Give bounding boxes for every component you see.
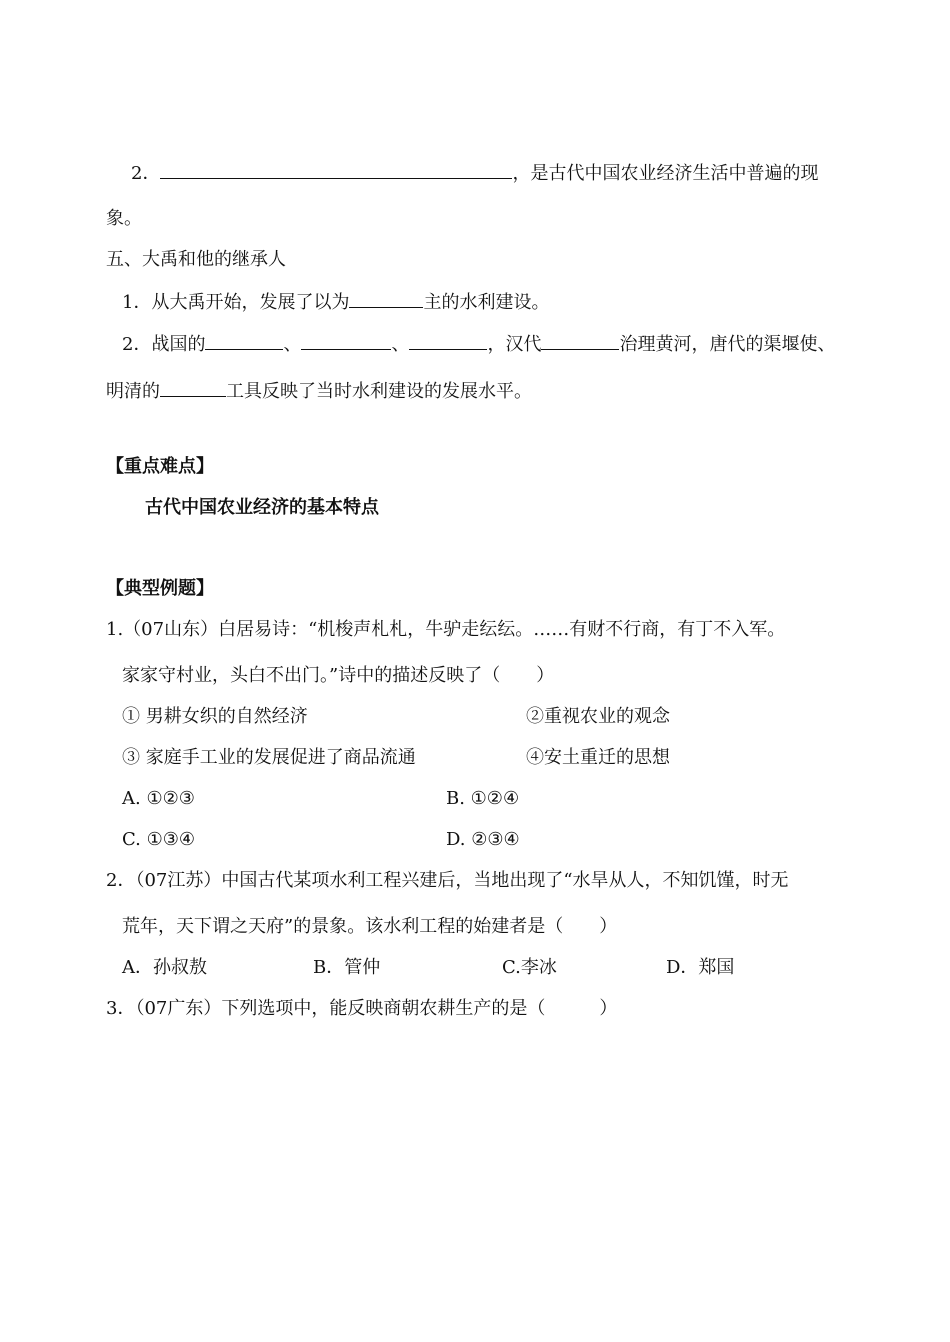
question-text: 明清的 [106,381,160,402]
item-text-wrap: 象。 [106,208,142,229]
question-text: 工具反映了当时水利建设的发展水平。 [226,381,532,402]
section-title: 五、大禹和他的继承人 [106,249,286,270]
separator: 、 [391,334,410,355]
examples-heading: 【典型例题】 [106,578,214,599]
example-2-choice-c[interactable]: C.李冰 [502,957,557,978]
example-1-choice-c[interactable]: C. ①③④ [122,829,195,850]
key-points-content: 古代中国农业经济的基本特点 [145,497,379,518]
fill-in-item-2 [131,160,818,186]
example-2-choice-d[interactable]: D．郑国 [666,957,735,978]
answer-blank[interactable] [349,289,423,308]
item-number: 2． [131,163,161,184]
example-1-statement-3: ③ 家庭手工业的发展促进了商品流通 [122,747,416,768]
section5-question-2-wrap [106,378,532,404]
example-1-statement-4: ④安土重迁的思想 [526,747,670,768]
answer-blank[interactable] [160,160,512,179]
question-text: 主的水利建设。 [423,292,550,313]
example-1-choice-a[interactable]: A. ①②③ [122,788,195,809]
section5-question-2 [122,331,835,357]
answer-blank[interactable] [409,331,487,350]
example-3-stem: 3．（07广东）下列选项中，能反映商朝农耕生产的是（ ） [106,998,618,1019]
answer-blank[interactable] [301,331,391,350]
example-1-choice-b[interactable]: B. ①②④ [446,788,520,809]
example-1-choice-d[interactable]: D. ②③④ [446,829,520,850]
answer-blank[interactable] [541,331,619,350]
question-text: 2．战国的 [122,334,206,355]
key-points-heading: 【重点难点】 [106,456,214,477]
separator: 、 [283,334,302,355]
example-2-stem-wrap: 荒年，天下谓之天府”的景象。该水利工程的始建者是（ ） [122,916,618,937]
example-1-statement-1: ① 男耕女织的自然经济 [122,706,308,727]
item-text: ，是古代中国农业经济生活中普遍的现 [512,163,819,184]
question-text: ，汉代 [487,334,542,355]
question-text: 治理黄河，唐代的渠堰使、 [619,334,836,355]
example-2-stem: 2．（07江苏）中国古代某项水利工程兴建后，当地出现了“水旱从人，不知饥馑，时无 [106,870,789,891]
example-2-choice-a[interactable]: A．孙叔敖 [122,957,207,978]
example-1-stem: 1.（07山东）白居易诗：“机梭声札札，牛驴走纭纭。……有财不行商，有丁不入军。 [106,619,786,640]
section5-question-1 [122,289,549,315]
answer-blank[interactable] [205,331,283,350]
question-text: 1．从大禹开始，发展了以为 [122,292,350,313]
example-2-choice-b[interactable]: B．管仲 [313,957,381,978]
example-1-stem-wrap: 家家守村业，头白不出门。”诗中的描述反映了（ ） [122,665,555,686]
example-1-statement-2: ②重视农业的观念 [526,706,670,727]
answer-blank[interactable] [160,378,226,397]
